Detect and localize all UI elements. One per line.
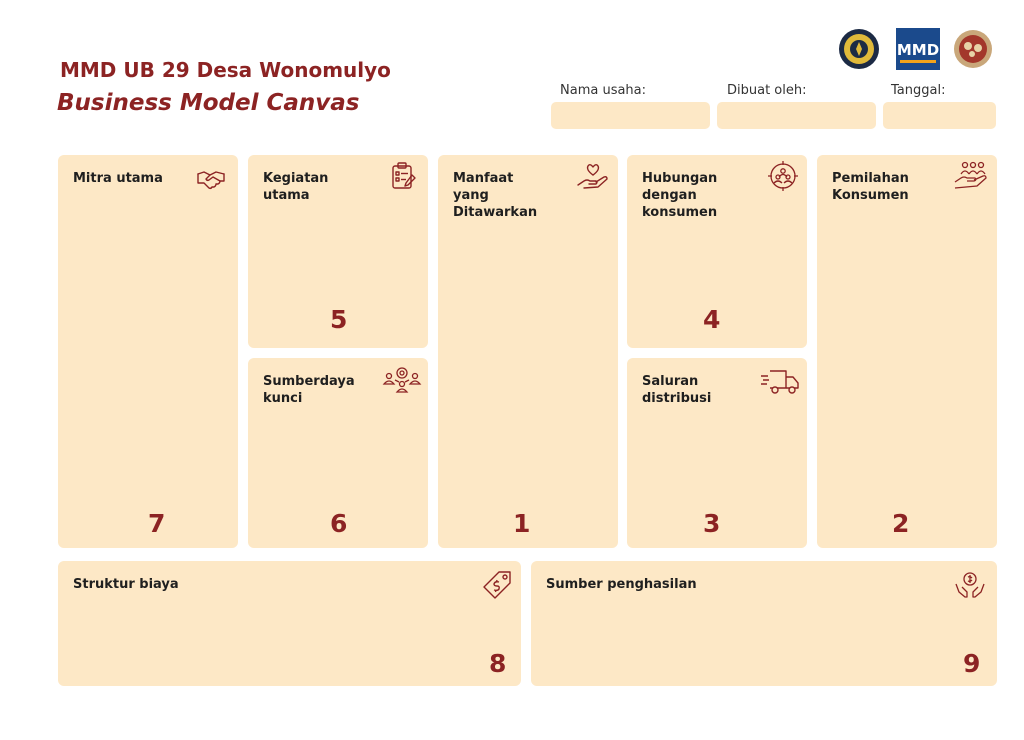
nama-usaha-field[interactable] — [551, 102, 710, 129]
block-number: 7 — [148, 509, 166, 538]
block-kegiatan-utama[interactable] — [248, 155, 428, 348]
tanggal-field[interactable] — [883, 102, 996, 129]
handshake-icon — [196, 165, 226, 195]
block-hubungan-dengan-konsumen[interactable] — [627, 155, 807, 348]
village-emblem-logo — [952, 28, 994, 70]
block-pemilahan-konsumen[interactable] — [817, 155, 997, 548]
block-struktur-biaya[interactable] — [58, 561, 521, 686]
block-label: Kegiatan utama — [263, 171, 329, 203]
block-number: 9 — [963, 649, 981, 678]
block-label: Hubungan dengan konsumen — [642, 171, 718, 220]
field-label-nama-usaha: Nama usaha: — [560, 83, 647, 98]
block-sumberdaya-kunci[interactable] — [248, 358, 428, 548]
block-number: 5 — [330, 305, 348, 334]
heart-hand-icon — [576, 161, 610, 191]
delivery-truck-icon — [760, 368, 800, 398]
block-manfaat-yang-ditawarkan[interactable] — [438, 155, 618, 548]
block-number: 4 — [703, 305, 721, 334]
clipboard-icon — [388, 161, 418, 191]
block-saluran-distribusi[interactable] — [627, 358, 807, 548]
organization-name: MMD UB 29 Desa Wonomulyo — [60, 58, 391, 82]
money-hands-icon — [954, 570, 984, 600]
block-sumber-penghasilan[interactable] — [531, 561, 997, 686]
page-title: Business Model Canvas — [57, 90, 360, 116]
price-tag-icon — [481, 569, 511, 599]
block-label: Struktur biaya — [73, 577, 179, 592]
block-number: 6 — [330, 509, 348, 538]
block-label: Pemilahan Konsumen — [832, 171, 909, 203]
svg-text:MMD: MMD — [896, 41, 940, 59]
block-mitra-utama[interactable] — [58, 155, 238, 548]
field-label-tanggal: Tanggal: — [891, 83, 946, 98]
field-label-dibuat-oleh: Dibuat oleh: — [727, 83, 807, 98]
block-label: Manfaat yang Ditawarkan — [453, 171, 538, 220]
block-label: Mitra utama — [73, 171, 163, 186]
block-label: Sumberdaya kunci — [263, 374, 355, 406]
dibuat-oleh-field[interactable] — [717, 102, 876, 129]
block-label: Saluran distribusi — [642, 374, 712, 406]
block-label: Sumber penghasilan — [546, 577, 697, 592]
target-people-icon — [767, 160, 797, 190]
block-number: 8 — [489, 649, 507, 678]
mmd-logo — [896, 28, 940, 70]
ub-seal-logo — [838, 28, 880, 70]
block-number: 1 — [513, 509, 531, 538]
block-number: 3 — [703, 509, 721, 538]
people-hand-icon — [953, 160, 989, 190]
resources-icon — [382, 364, 422, 394]
block-number: 2 — [892, 509, 910, 538]
